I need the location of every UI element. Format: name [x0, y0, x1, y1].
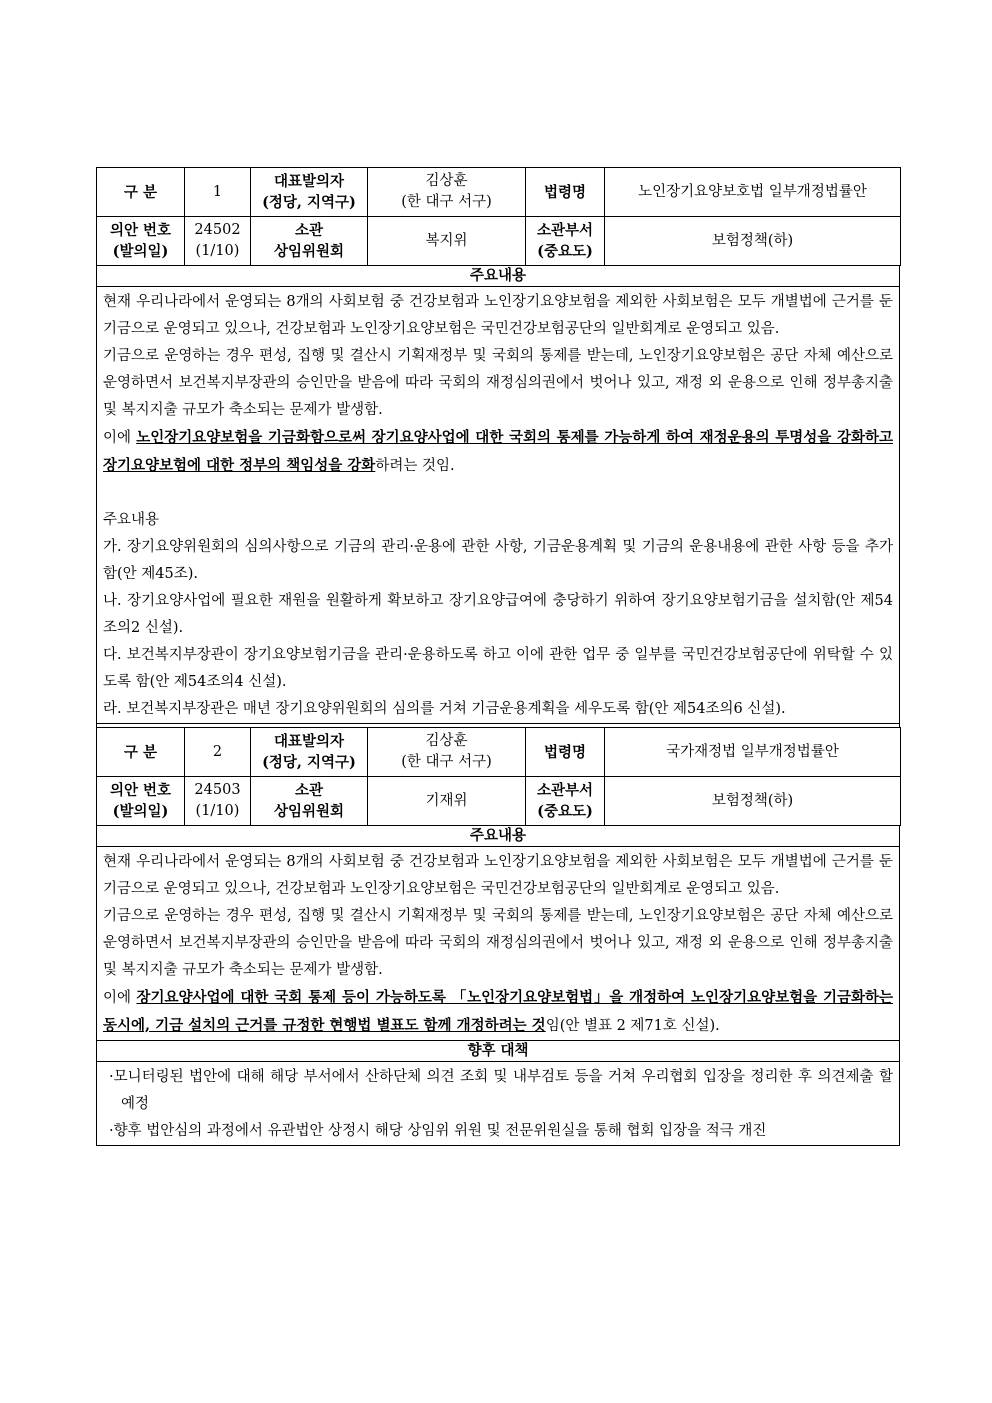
- dept-label-line1: 소관부서: [536, 222, 594, 239]
- bill-no-label-line1: 의안 번호: [109, 782, 172, 799]
- proposer-label-line2: (정당, 지역구): [262, 194, 356, 211]
- proposer-label: [251, 168, 368, 217]
- bill1-item-ra: 라. 보건복지부장관은 매년 장기요양위원회의 심의를 거쳐 기금운용계획을 세우도록 함(안 제54조의6 신설).: [103, 701, 786, 717]
- bill2-info-table: [96, 727, 901, 826]
- bill-date: (1/10): [195, 803, 240, 819]
- future-plan-title: 향후 대책: [96, 1041, 900, 1062]
- bill-no: 24502: [194, 222, 241, 238]
- proposer-name: 김상훈: [425, 173, 468, 189]
- bill2-para1: 현재 우리나라에서 운영되는 8개의 사회보험 중 건강보험과 노인장기요양보험을 제외한 사회보험은 모두 개별법에 근거를 둔 기금으로 운영되고 있으나, 건강보험과 노인장기요양보험은 국민건강보험공단의 일반회계로 운영되고 있음.: [103, 854, 893, 897]
- bill2-body: [96, 847, 900, 1041]
- proposer-label-line2: (정당, 지역구): [262, 754, 356, 771]
- bill1-para3: [103, 424, 893, 480]
- committee-label: [251, 217, 368, 266]
- future-plan-line2: ·향후 법안심의 과정에서 유관법안 상정시 해당 상임위 위원 및 전문위원실을 통해 협회 입장을 적극 개진: [109, 1123, 767, 1139]
- dept-label: [526, 217, 605, 266]
- proposer-party: (한 대구 서구): [401, 754, 492, 770]
- proposer-name: 김상훈: [425, 733, 468, 749]
- proposer-label-line1: 대표발의자: [273, 733, 345, 750]
- bill1-section-title: 주요내용: [96, 266, 900, 287]
- future-plan-line1: ·모니터링된 법안에 대해 해당 부서에서 산하단체 의견 조회 및 내부검토 등을 거쳐 우리협회 입장을 정리한 후 의견제출 할 예정: [109, 1069, 893, 1112]
- proposer-label: [251, 728, 368, 777]
- proposer-label-line1: 대표발의자: [273, 173, 345, 190]
- bill-no-value: [185, 777, 251, 826]
- bill-no: 24503: [194, 782, 241, 798]
- committee-label-line2: 상임위원회: [273, 243, 345, 260]
- future-plan-body: [96, 1062, 900, 1146]
- committee-label-line2: 상임위원회: [273, 803, 345, 820]
- committee-value: 기재위: [368, 777, 526, 826]
- bill1-item-na: 나. 장기요양사업에 필요한 재원을 원활하게 확보하고 장기요양급여에 충당하기 위하여 장기요양보험기금을 설치함(안 제54조의2 신설).: [103, 593, 893, 636]
- document: [96, 167, 900, 1146]
- bill2-para2: 기금으로 운영하는 경우 편성, 집행 및 결산시 기획재정부 및 국회의 통제를 받는데, 노인장기요양보험은 공단 자체 예산으로 운영하면서 보건복지부장관의 승인만을 받음에 따라 국회의 재정심의권에서 벗어나 있고, 재정 외 운용으로 인해 정부총지출 및 복지지출 규모가 축소되는 문제가 발생함.: [103, 908, 893, 978]
- bill2-para3-suffix: 임(안 별표 2 제71호 신설).: [545, 1018, 720, 1034]
- bill-no-value: [185, 217, 251, 266]
- law-name: 노인장기요양보호법 일부개정법률안: [605, 168, 901, 217]
- bill1-items-heading: 주요내용: [103, 512, 160, 528]
- bill1-para2: 기금으로 운영하는 경우 편성, 집행 및 결산시 기획재정부 및 국회의 통제를 받는데, 노인장기요양보험은 공단 자체 예산으로 운영하면서 보건복지부장관의 승인만을 받음에 따라 국회의 재정심의권에서 벗어나 있고, 재정 외 운용으로 인해 정부총지출 및 복지지출 규모가 축소되는 문제가 발생함.: [103, 348, 893, 418]
- dept-label: [526, 777, 605, 826]
- gubun-label: 구 분: [97, 728, 185, 777]
- bill-no-label-line2: (발의일): [112, 243, 169, 260]
- committee-value: 복지위: [368, 217, 526, 266]
- law-label: 법령명: [526, 728, 605, 777]
- committee-label-line1: 소관: [294, 782, 323, 799]
- bill-no-label: [97, 217, 185, 266]
- bill1-para1: 현재 우리나라에서 운영되는 8개의 사회보험 중 건강보험과 노인장기요양보험을 제외한 사회보험은 모두 개별법에 근거를 둔 기금으로 운영되고 있으나, 건강보험과 노인장기요양보험은 국민건강보험공단의 일반회계로 운영되고 있음.: [103, 294, 893, 337]
- bill1-para3-emphasis: 노인장기요양보험을 기금화함으로써 장기요양사업에 대한 국회의 통제를 가능하게 하여 재정운용의 투명성을 강화하고 장기요양보험에 대한 정부의 책임성을 강화: [103, 429, 893, 474]
- dept-value: 보험정책(하): [605, 217, 901, 266]
- bill1-item-da: 다. 보건복지부장관이 장기요양보험기금을 관리·운용하도록 하고 이에 관한 업무 중 일부를 국민건강보험공단에 위탁할 수 있도록 함(안 제54조의4 신설).: [103, 647, 893, 690]
- dept-label-line1: 소관부서: [536, 782, 594, 799]
- bill2-para3: [103, 984, 893, 1040]
- gubun-label: 구 분: [97, 168, 185, 217]
- bill-date: (1/10): [195, 243, 240, 259]
- committee-label-line1: 소관: [294, 222, 323, 239]
- bill2-para3-prefix: 이에: [103, 990, 137, 1006]
- bill-no-label-line1: 의안 번호: [109, 222, 172, 239]
- law-name: 국가재정법 일부개정법률안: [605, 728, 901, 777]
- committee-label: [251, 777, 368, 826]
- dept-value: 보험정책(하): [605, 777, 901, 826]
- bill2-para3-emphasis: 장기요양사업에 대한 국회 통제 등이 가능하도록 「노인장기요양보험법」을 개정하여 노인장기요양보험을 기금화하는 동시에, 기금 설치의 근거를 규정한 현행법 별표도 함께 개정하려는 것: [103, 989, 894, 1034]
- bill-no-label: [97, 777, 185, 826]
- bill1-item-ga: 가. 장기요양위원회의 심의사항으로 기금의 관리·운용에 관한 사항, 기금운용계획 및 기금의 운용내용에 관한 사항 등을 추가함(안 제45조).: [103, 539, 893, 582]
- bill-no-label-line2: (발의일): [112, 803, 169, 820]
- bill1-para3-suffix: 하려는 것임.: [375, 458, 455, 474]
- bill1-para3-prefix: 이에: [103, 430, 137, 446]
- gubun-value: 1: [185, 168, 251, 217]
- proposer-value: [368, 728, 526, 777]
- dept-label-line2: (중요도): [537, 243, 593, 260]
- gubun-value: 2: [185, 728, 251, 777]
- law-label: 법령명: [526, 168, 605, 217]
- dept-label-line2: (중요도): [537, 803, 593, 820]
- bill2-section-title: 주요내용: [96, 826, 900, 847]
- proposer-value: [368, 168, 526, 217]
- bill1-body: [96, 287, 900, 724]
- proposer-party: (한 대구 서구): [401, 194, 492, 210]
- bill1-info-table: [96, 167, 901, 266]
